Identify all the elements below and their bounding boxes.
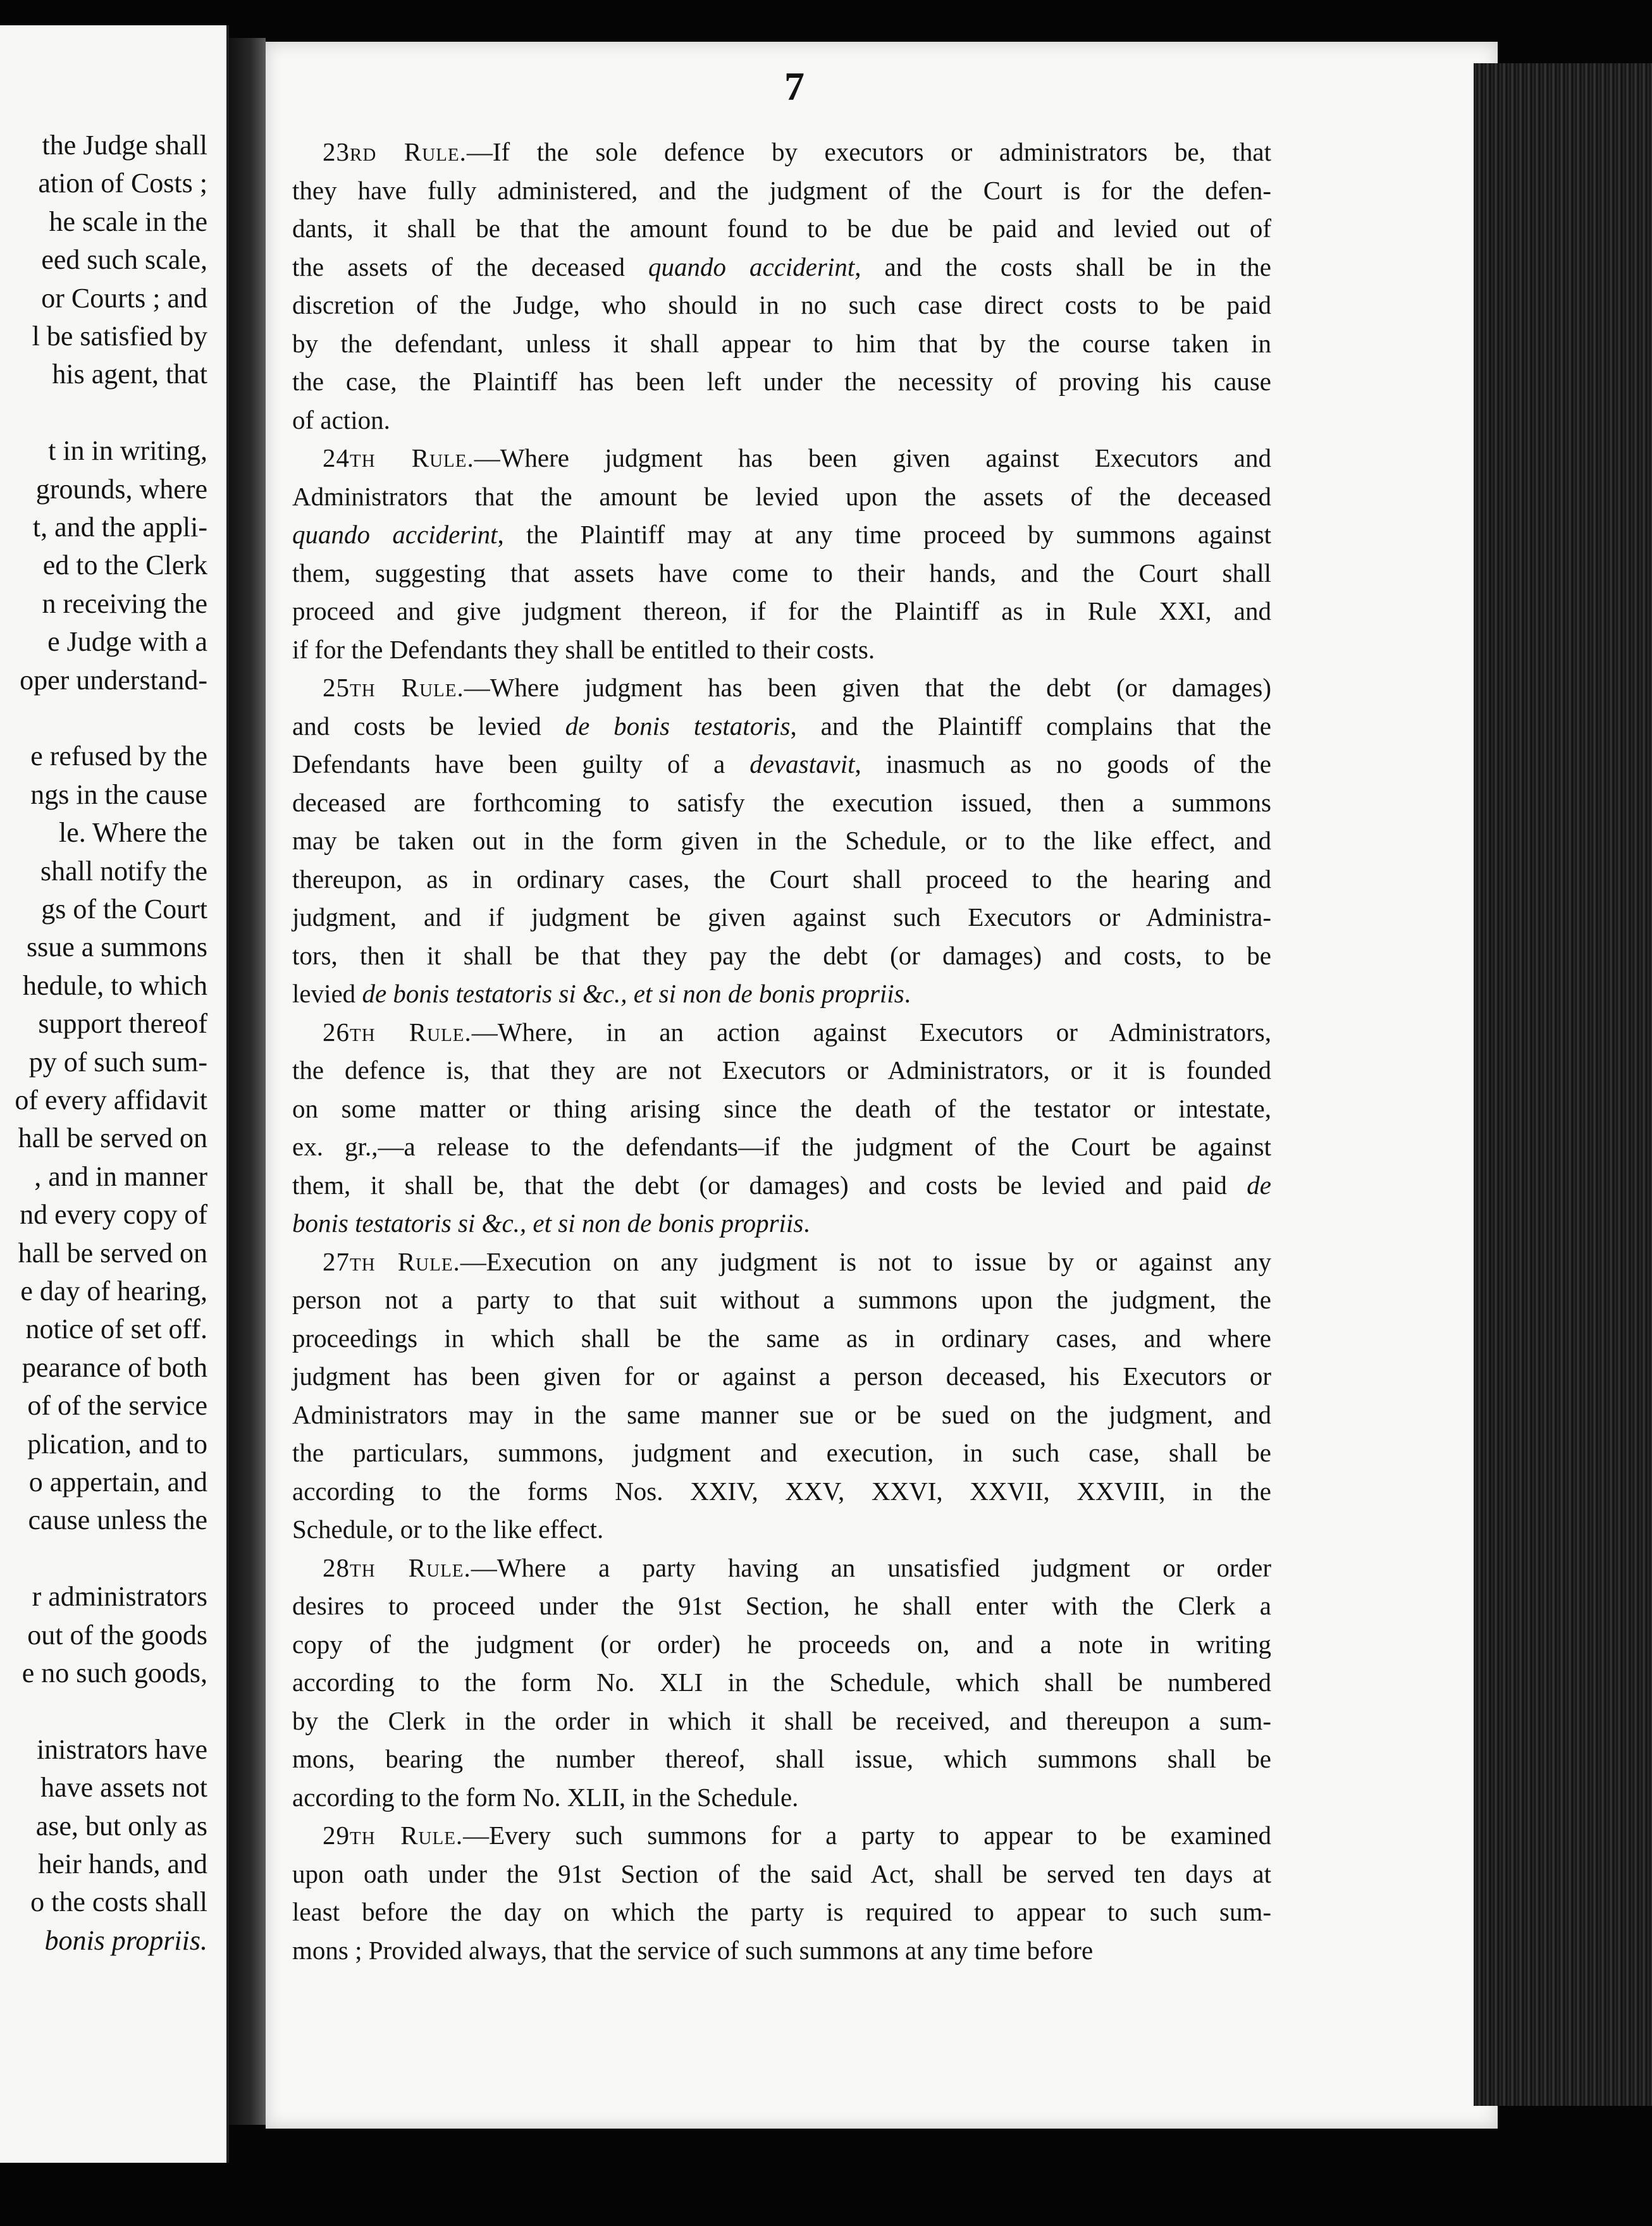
text-line: 27th Rule.—Execution on any judgment is not to issue by or against any [323,1246,1271,1276]
facing-page-line: have assets not [40,1772,207,1804]
rule-ordinal: 28th [323,1553,409,1582]
rule-ordinal: 29th [323,1821,401,1850]
rule-24th [292,439,1271,668]
rule-27th [292,1243,1271,1549]
rule-26th [292,1013,1271,1243]
facing-page-line: his agent, that [52,359,207,390]
rule-ordinal: 26th [323,1017,409,1047]
text-line: the assets of the deceased quando acciderint, and the costs shall be in the [292,252,1271,281]
text-line: judgment has been given for or against a person deceased, his Executors or [292,1362,1271,1391]
text-line: Administrators that the amount be levied upon the assets of the deceased [292,481,1271,511]
rule-heading: Rule. [400,1821,464,1850]
facing-page-line: ation of Costs ; [38,168,207,199]
text-line: 29th Rule.—Every such summons for a party to appear to be examined [323,1821,1271,1850]
text-line: 24th Rule.—Where judgment has been given against Executors and [323,443,1271,472]
text-line: on some matter or thing arising since the death of the testator or intestate, [292,1093,1271,1123]
facing-page-line: ase, but only as [35,1810,207,1842]
text-line: 25th Rule.—Where judgment has been given that the debt (or damages) [323,673,1271,702]
facing-page-line: out of the goods [27,1619,207,1651]
facing-page-line: n receiving the [42,587,207,619]
rule-25th [292,668,1271,1013]
facing-page-line: or Courts ; and [41,282,207,314]
facing-page-line: inistrators have [36,1733,207,1765]
facing-page-line: bonis propriis. [44,1924,207,1956]
facing-page-line: notice of set off. [25,1313,207,1345]
facing-page-line: plication, and to [27,1428,207,1460]
facing-page-line: t, and the appli- [32,512,207,543]
text-line: Schedule, or to the like effect. [292,1515,604,1544]
facing-page-line: shall notify the [40,855,207,887]
facing-page-line: of every affidavit [15,1085,207,1116]
facing-page-line: e no such goods, [22,1657,207,1688]
facing-page-line: hall be served on [18,1237,207,1269]
facing-page-line: le. Where the [59,817,207,849]
facing-page-line: e refused by the [30,741,207,772]
facing-page-line: ssue a summons [27,932,207,963]
facing-page-line: cause unless the [28,1504,207,1536]
rule-heading: Rule. [404,137,467,166]
facing-page-line: t in in writing, [48,435,207,467]
text-line: them, suggesting that assets have come to their hands, and the Court shall [292,558,1271,587]
rule-ordinal: 25th [323,673,402,702]
text-line: may be taken out in the form given in the Schedule, or to the like effect, and [292,826,1271,855]
facing-page-line: support thereof [38,1008,207,1040]
text-line: if for the Defendants they shall be entitled to their costs. [292,634,875,664]
page-number: 7 [784,64,804,109]
facing-page-line: py of such sum- [28,1046,207,1078]
rule-heading: Rule. [397,1246,460,1276]
text-line: person not a party to that suit without a summons upon the judgment, the [292,1285,1271,1314]
facing-page-line: gs of the Court [41,894,207,925]
text-line: dants, it shall be that the amount found to be due be paid and levied out of [292,214,1271,243]
facing-page-line: , and in manner [34,1160,207,1192]
facing-page-fragment [0,25,229,2163]
rule-29th [292,1816,1271,1969]
text-line: bonis testatoris si &c., et si non de bonis propriis. [292,1208,810,1238]
text-line: quando acciderint, the Plaintiff may at any time proceed by summons against [292,520,1271,549]
text-line: levied de bonis testatoris si &c., et si non de bonis propriis. [292,979,911,1008]
rule-heading: Rule. [409,1017,472,1047]
book-page-edges [1474,63,1652,2106]
facing-page-line: ngs in the cause [30,778,207,810]
text-line: Defendants have been guilty of a devastavit, inasmuch as no goods of the [292,749,1271,778]
facing-page-line: oper understand- [20,664,207,696]
facing-page-line: hall be served on [18,1122,207,1154]
facing-page-line: of of the service [27,1390,207,1422]
facing-page-line: the Judge shall [42,130,207,161]
rule-heading: Rule. [411,443,474,472]
facing-page-line: l be satisfied by [32,321,207,352]
text-line: 23rd Rule.—If the sole defence by executors or administrators be, that [323,137,1271,166]
text-line: desires to proceed under the 91st Section, he shall enter with the Clerk a [292,1591,1271,1620]
text-line: according to the forms Nos. XXIV, XXV, XXVI, XXVII, XXVIII, in the [292,1476,1271,1506]
facing-page-line: nd every copy of [20,1199,207,1231]
facing-page-line: o appertain, and [28,1467,207,1497]
text-line: copy of the judgment (or order) he proceeds on, and a note in writing [292,1629,1271,1659]
facing-page-line: ed to the Clerk [42,550,207,581]
facing-page-line: pearance of both [22,1351,207,1383]
text-line: 28th Rule.—Where a party having an unsatisfied judgment or order [323,1553,1271,1582]
facing-page-line: he scale in the [49,206,207,237]
facing-page-line: e day of hearing, [20,1276,207,1307]
text-line: 26th Rule.—Where, in an action against Executors or Administrators, [323,1017,1271,1047]
text-line: mons ; Provided always, that the service of such summons at any time before [292,1935,1094,1965]
rule-ordinal: 27th [323,1246,398,1276]
text-line: of action. [292,405,390,434]
facing-page-line: o the costs shall [30,1886,207,1918]
text-line: proceedings in which shall be the same as in ordinary cases, and where [292,1323,1271,1353]
facing-page-line: hedule, to which [22,969,207,1001]
text-line: upon oath under the 91st Section of the said Act, shall be served ten days at [292,1859,1271,1888]
facing-page-line: grounds, where [35,473,207,505]
rules-text [292,133,1271,1969]
rule-28th [292,1549,1271,1817]
book-gutter [229,38,266,2125]
text-line: ex. gr.,—a release to the defendants—if the judgment of the Court be against [292,1132,1271,1161]
text-line: and costs be levied de bonis testatoris, and the Plaintiff complains that the [292,711,1271,741]
text-line: least before the day on which the party is required to appear to such sum- [292,1897,1271,1926]
text-line: thereupon, as in ordinary cases, the Court shall proceed to the hearing and [292,864,1271,894]
rule-heading: Rule. [408,1553,471,1582]
text-line: by the Clerk in the order in which it shall be received, and thereupon a sum- [292,1706,1271,1735]
text-line: they have fully administered, and the judgment of the Court is for the defen- [292,175,1271,205]
facing-page-line: heir hands, and [38,1848,207,1879]
text-line: tors, then it shall be that they pay the debt (or damages) and costs, to be [292,940,1271,970]
rule-heading: Rule. [401,673,464,702]
text-line: by the defendant, unless it shall appear to him that by the course taken in [292,328,1271,358]
text-line: according to the form No. XLII, in the Schedule. [292,1782,799,1812]
rule-ordinal: 23rd [323,137,404,166]
text-line: Administrators may in the same manner sue or be sued on the judgment, and [292,1399,1271,1429]
text-line: according to the form No. XLI in the Schedule, which shall be numbered [292,1668,1271,1697]
text-line: discretion of the Judge, who should in no such case direct costs to be paid [292,290,1271,319]
facing-page-line: r administrators [32,1581,207,1613]
text-line: the particulars, summons, judgment and execution, in such case, shall be [292,1438,1271,1467]
facing-page-line: eed such scale, [41,244,207,276]
text-line: deceased are forthcoming to satisfy the execution issued, then a summons [292,787,1271,817]
text-line: the case, the Plaintiff has been left under the necessity of proving his cause [292,367,1271,396]
facing-page-line: e Judge with a [47,626,207,658]
text-line: the defence is, that they are not Executors or Administrators, or it is founded [292,1055,1271,1085]
rule-23rd [292,133,1271,439]
rule-ordinal: 24th [323,443,412,472]
text-line: mons, bearing the number thereof, shall issue, which summons shall be [292,1744,1271,1773]
text-line: proceed and give judgment thereon, if for the Plaintiff as in Rule XXI, and [292,596,1271,625]
text-line: judgment, and if judgment be given against such Executors or Administra- [292,902,1271,932]
text-line: them, it shall be, that the debt (or damages) and costs be levied and paid de [292,1170,1271,1200]
